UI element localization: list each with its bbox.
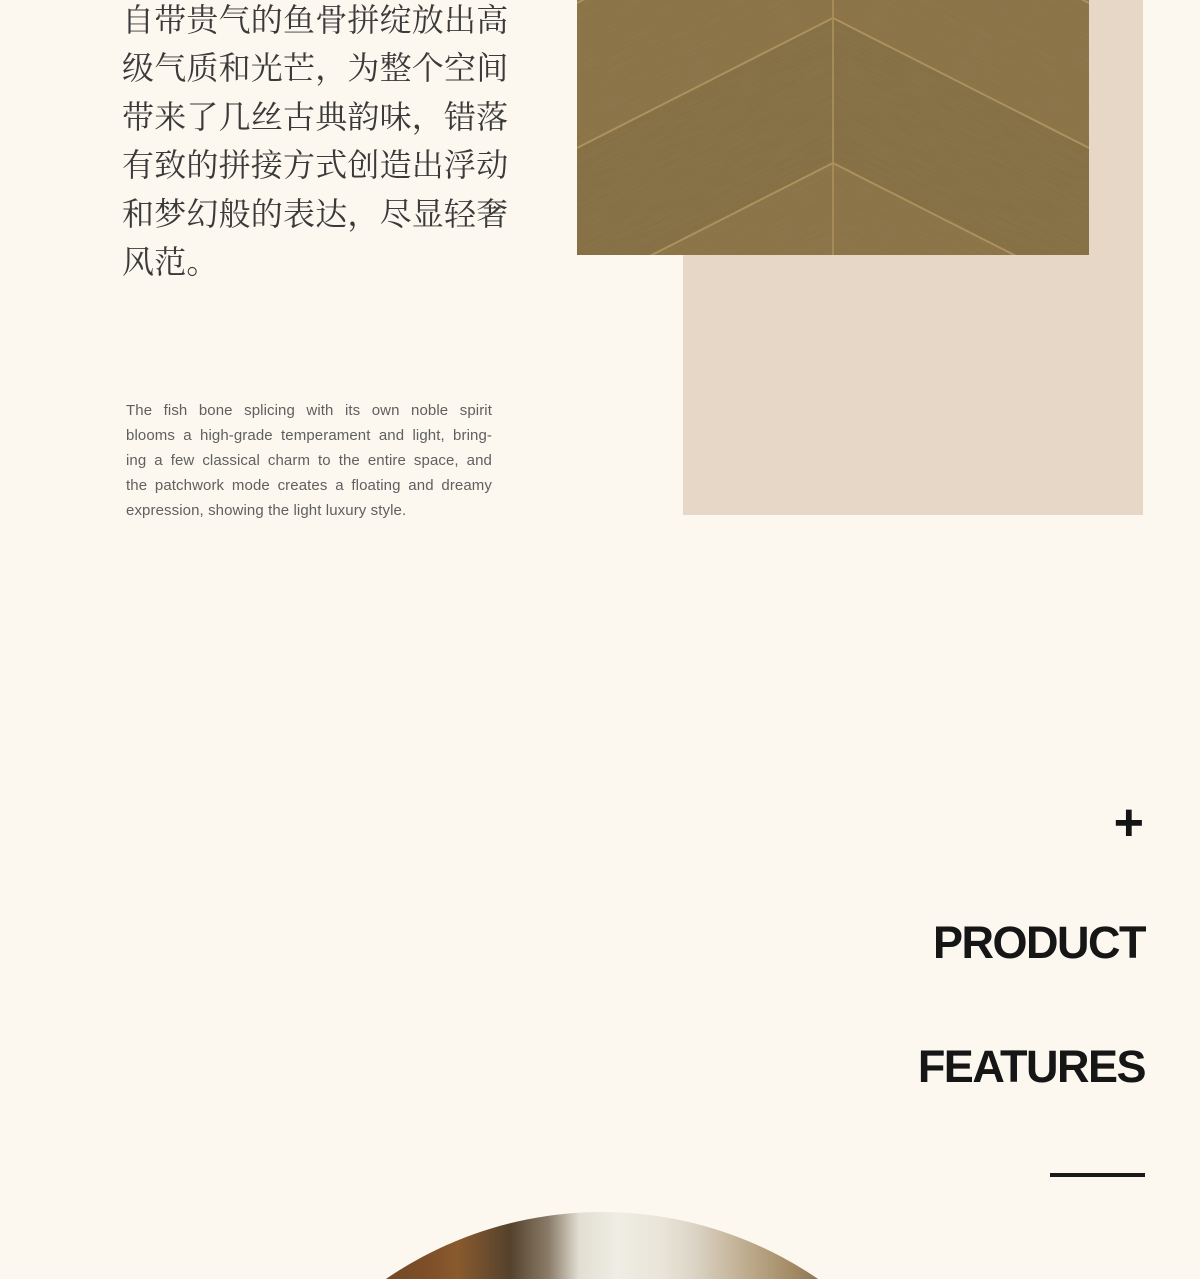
section-heading-product: PRODUCT [933, 917, 1145, 968]
chinese-intro-line: 风范。 [122, 244, 219, 281]
chinese-intro-line: 和梦幻般的表达，尽显轻奢 [122, 195, 509, 232]
chinese-intro-paragraph [122, 0, 508, 286]
heading-underline [1050, 1173, 1145, 1177]
chinese-intro-line: 带来了几丝古典韵味，错落 [122, 98, 509, 135]
interior-photo-circle [220, 1212, 984, 1279]
english-intro-line: ing a few classical charm to the entire space, and [126, 452, 492, 469]
plus-icon: + [1113, 794, 1144, 852]
english-intro-line: the patchwork mode creates a floating and dreamy [126, 477, 492, 494]
chinese-intro-line: 级气质和光芒，为整个空间 [122, 50, 509, 87]
chinese-intro-line: 有致的拼接方式创造出浮动 [122, 147, 509, 184]
chevron-parquet-image [577, 0, 1089, 255]
english-intro-paragraph [126, 398, 492, 523]
english-intro-line: The fish bone splicing with its own noble spirit [126, 402, 492, 419]
english-intro-line: blooms a high-grade temperament and light, bring- [126, 427, 492, 444]
section-heading-features: FEATURES [917, 1041, 1145, 1092]
chevron-parquet-graphic [577, 0, 1089, 255]
chinese-intro-line: 自带贵气的鱼骨拼绽放出高 [122, 2, 509, 38]
english-intro-line: expression, showing the light luxury style. [126, 502, 407, 519]
